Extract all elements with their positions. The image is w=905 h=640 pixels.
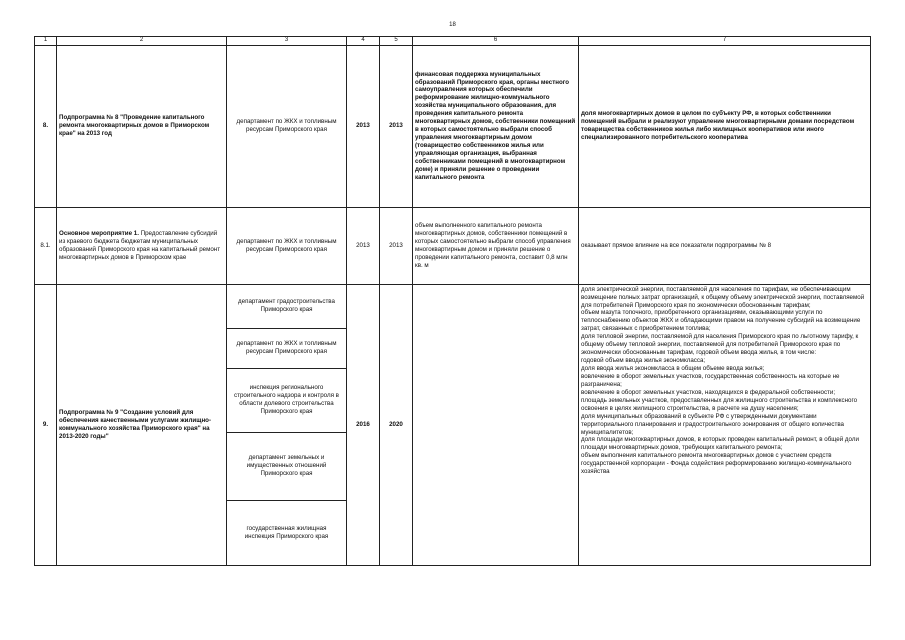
row-number: 8. bbox=[35, 45, 57, 207]
executor: государственная жилищная инспекция Приморского края bbox=[244, 524, 329, 540]
executors-cell bbox=[227, 284, 347, 565]
table-row-8-1 bbox=[35, 207, 871, 284]
activity-name-bold: Основное мероприятие 1. bbox=[59, 229, 139, 237]
header-cell: 5 bbox=[380, 37, 413, 46]
indicators: оказывает прямое влияние на все показатели подпрограммы № 8 bbox=[579, 207, 871, 284]
header-cell: 3 bbox=[227, 37, 347, 46]
table-row-9 bbox=[35, 284, 871, 565]
header-cell: 6 bbox=[413, 37, 579, 46]
header-cell: 2 bbox=[57, 37, 227, 46]
row-number: 9. bbox=[35, 284, 57, 565]
header-cell: 4 bbox=[347, 37, 380, 46]
header-cell: 7 bbox=[579, 37, 871, 46]
end-year: 2013 bbox=[380, 207, 413, 284]
executor: инспекция регионального строительного надзора и контроля в области долевого строительства Приморского края bbox=[227, 369, 346, 433]
row-number: 8.1. bbox=[35, 207, 57, 284]
expected-result: объем выполненного капитального ремонта многоквартирных домов, собственники помещений в которых самостоятельно выбрали способ управления многоквартирным домом и приняли решение о проведении капитального ремонта, составит 0,8 млн кв. м bbox=[413, 207, 579, 284]
start-year: 2013 bbox=[347, 45, 380, 207]
header-cell: 1 bbox=[35, 37, 57, 46]
executor: департамент градостроительства Приморского края bbox=[227, 285, 346, 329]
end-year: 2013 bbox=[380, 45, 413, 207]
indicators: доля электрической энергии, поставляемой для населения по тарифам, не обеспечивающим возмещение полных затрат организаций, к общему объему электрической энергии, поставляемой для потребителей Приморского края по экономически обоснованным тарифам; объем мазута топочного, приобретенного организациями, оказывающими услуги по теплоснабжению объектов ЖКХ и обладающими правом на получение субсидий на возмещение затрат, связанных с приобретением топлива; доля тепловой энергии, поставляемой для населения Приморского края по льготному тарифу, к общему объему тепловой энергии, поставляемой для потребителей Приморского края по экономически обоснованным тарифам, годовой объем ввода жилья, в том числе: годовой объем ввода жилья экономкласса; доля ввода жилья экономкласса в общем объеме ввода жилья; вовлечение в оборот земельных участков, государственная собственность на которые не разграничена; вовлечение в оборот земельных участков, находящихся в федеральной собственности; площадь земельных участков, предоставленных для жилищного строительства и комплексного освоения в целях жилищного строительства, в расчете на душу населения; доля муниципальных образований в субъекте РФ с утвержденными документами территориального планирования и градостроительного зонирования от общего количества муниципалитетов; доля площади многоквартирных домов, в которых проведен капитальный ремонт, в общей доли площади многоквартирных домов, требующих капитального ремонта; объем выполнения капитального ремонта многоквартирных домов с участием средств государственной корпорации - Фонда содействия реформированию жилищно-коммунального хозяйства bbox=[579, 284, 871, 565]
page-number: 18 bbox=[449, 22, 456, 28]
start-year: 2013 bbox=[347, 207, 380, 284]
activity-name bbox=[57, 207, 227, 284]
executor: департамент по ЖКХ и топливным ресурсам Приморского края bbox=[227, 207, 347, 284]
expected-result: финансовая поддержка муниципальных образований Приморского края, органы местного самоуправления которых обеспечили реформирование жилищно-коммунального хозяйства муниципального образования, для проведения капитального ремонта многоквартирных домов, собственники помещений в которых самостоятельно выбрали способ управления многоквартирным домом (товарищество собственников жилья или управляющая организация, выбранная собственниками помещений в многоквартирном доме) и приняли решение о проведении капитального ремонта bbox=[413, 45, 579, 207]
program-name: Подпрограмма № 8 "Проведение капитального ремонта многоквартирных домов в Приморском крае" на 2013 год bbox=[57, 45, 227, 207]
executor: департамент по ЖКХ и топливным ресурсам Приморского края bbox=[227, 329, 346, 369]
end-year: 2020 bbox=[380, 284, 413, 565]
executor: департамент по ЖКХ и топливным ресурсам Приморского края bbox=[227, 45, 347, 207]
program-name: Подпрограмма № 9 "Создание условий для обеспечения качественными услугами жилищно-коммунального хозяйства Приморского края" на 2013-2020 годы" bbox=[57, 284, 227, 565]
table-header-row bbox=[35, 37, 871, 46]
executor: департамент земельных и имущественных отношений Приморского края bbox=[227, 433, 346, 501]
program-table bbox=[34, 36, 871, 566]
expected-result bbox=[413, 284, 579, 565]
activity-name-rest: Предоставление субсидий из краевого бюджета бюджетам муниципальных образований Приморского края на капитальный ремонт многоквартирных домов в Приморском крае bbox=[59, 229, 221, 261]
table-row-8 bbox=[35, 45, 871, 207]
start-year: 2016 bbox=[347, 284, 380, 565]
indicators: доля многоквартирных домов в целом по субъекту РФ, в которых собственники помещений выбрали и реализуют управление многоквартирными домами посредством товарищества собственников жилья либо жилищных кооперативов или иного специализированного потребительского кооператива bbox=[579, 45, 871, 207]
